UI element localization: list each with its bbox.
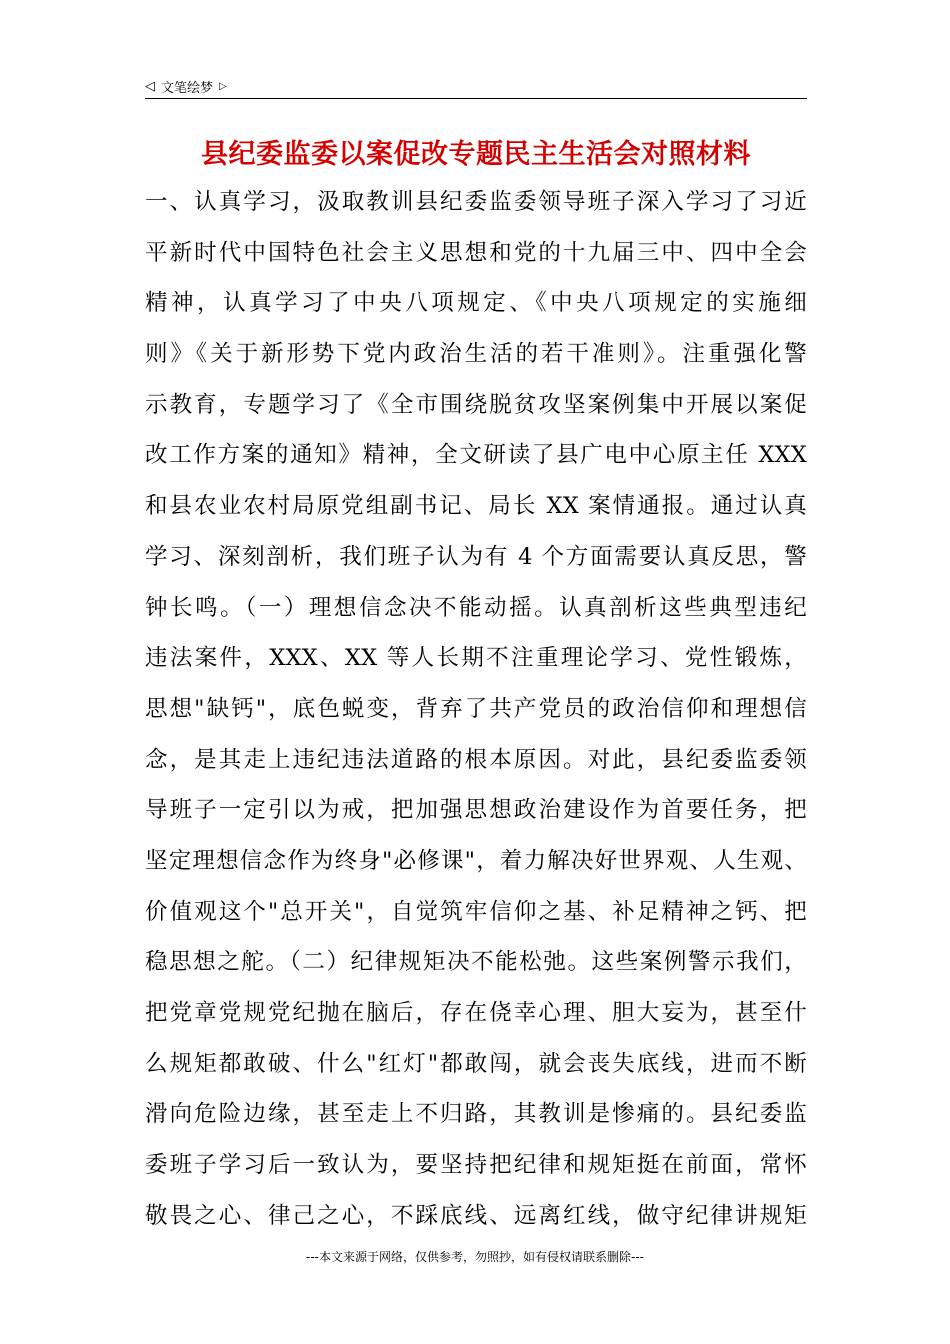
body-line: 平新时代中国特色社会主义思想和党的十九届三中、四中全会 — [145, 239, 807, 266]
header-divider — [145, 98, 807, 99]
body-line: 稳思想之舵。（二）纪律规矩决不能松弛。这些案例警示我们， — [145, 949, 807, 976]
body-line: 一、认真学习，汲取教训县纪委监委领导班子深入学习了习近 — [145, 189, 807, 215]
body-line: 委班子学习后一致认为，要坚持把纪律和规矩挺在前面，常怀 — [145, 1152, 807, 1179]
brand-label: 文笔绘梦 — [161, 80, 214, 96]
body-line: 念，是其走上违纪违法道路的根本原因。对此，县纪委监委领 — [145, 746, 807, 773]
body-line: 敬畏之心、律己之心，不踩底线、远离红线，做守纪律讲规矩 — [145, 1202, 807, 1229]
body-line: 导班子一定引以为戒，把加强思想政治建设作为首要任务，把 — [145, 797, 807, 824]
document-title: 县纪委监委以案促改专题民主生活会对照材料 — [201, 139, 751, 170]
body-line: 示教育，专题学习了《全市围绕脱贫攻坚案例集中开展以案促 — [145, 391, 807, 418]
body-line: 改工作方案的通知》精神，全文研读了县广电中心原主任 XXX — [145, 442, 807, 469]
footer-disclaimer: ---本文来源于网络，仅供参考，勿照抄，如有侵权请联系删除--- — [306, 1250, 644, 1264]
body-line: 把党章党规党纪抛在脑后，存在侥幸心理、胆大妄为，甚至什 — [145, 1000, 807, 1026]
body-line: 违法案件，XXX、XX 等人长期不注重理论学习、党性锻炼， — [145, 645, 807, 672]
body-line: 价值观这个"总开关"，自觉筑牢信仰之基、补足精神之钙、把 — [145, 898, 807, 925]
body-line: 则》《关于新形势下党内政治生活的若干准则》。注重强化警 — [145, 341, 807, 368]
body-line: 思想"缺钙"，底色蜕变，背弃了共产党员的政治信仰和理想信 — [145, 695, 807, 722]
body-line: 学习、深刻剖析，我们班子认为有 4 个方面需要认真反思，警 — [145, 543, 807, 570]
left-triangle-icon: ◁ — [145, 78, 155, 94]
body-line: 钟长鸣。（一）理想信念决不能动摇。认真剖析这些典型违纪 — [145, 594, 807, 621]
body-line: 滑向危险边缘，甚至走上不归路，其教训是惨痛的。县纪委监 — [145, 1101, 807, 1128]
right-triangle-icon: ▷ — [219, 80, 227, 92]
body-line: 和县农业农村局原党组副书记、局长 XX 案情通报。通过认真 — [145, 493, 807, 520]
body-line: 精神，认真学习了中央八项规定、《中央八项规定的实施细 — [145, 290, 807, 317]
document-body — [145, 177, 807, 1241]
document-header — [145, 74, 807, 98]
body-line: 么规矩都敢破、什么"红灯"都敢闯，就会丧失底线，进而不断 — [145, 1050, 807, 1077]
body-line: 坚定理想信念作为终身"必修课"，着力解决好世界观、人生观、 — [145, 847, 807, 874]
